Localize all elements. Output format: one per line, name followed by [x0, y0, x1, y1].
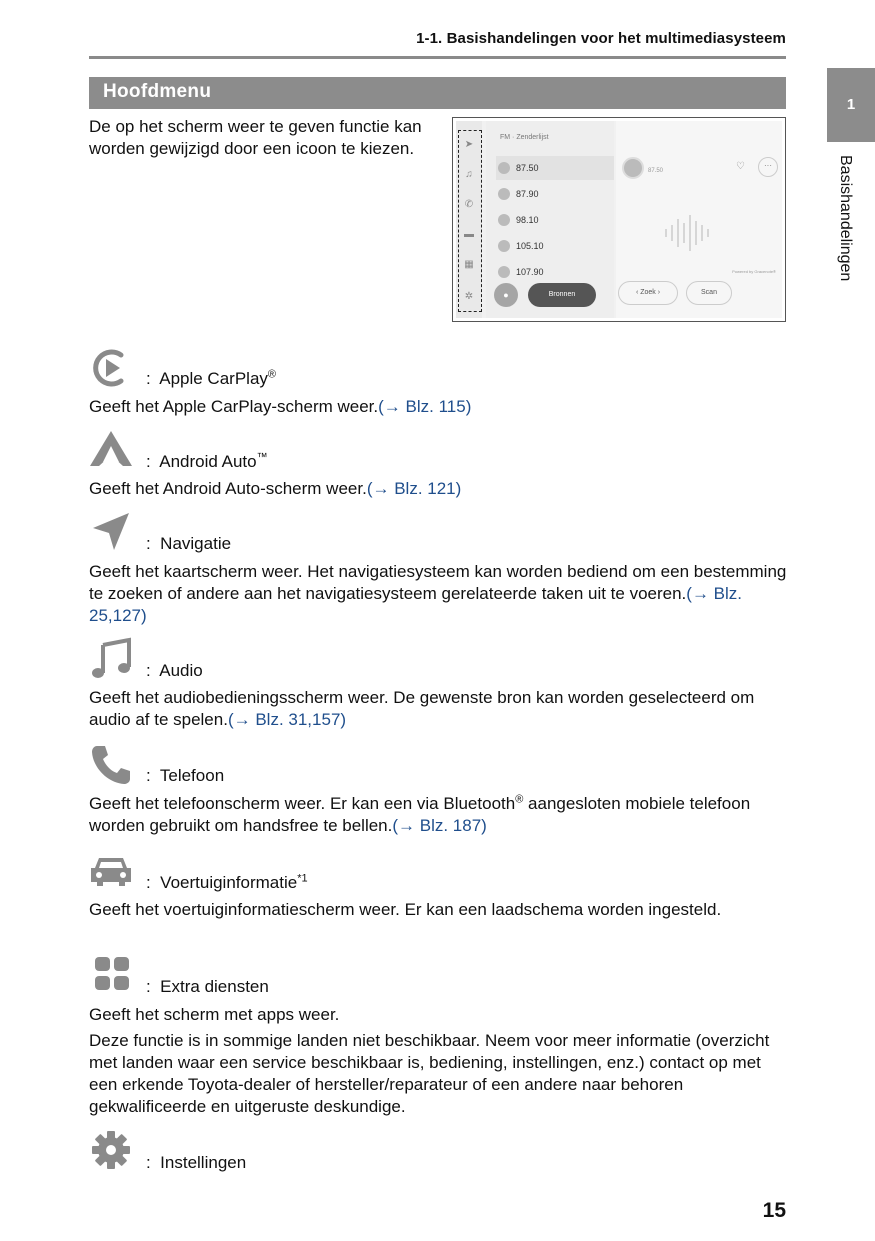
- bronnen-button: Bronnen: [528, 283, 596, 307]
- item-desc-extra-diensten: Geeft het scherm met apps weer.: [89, 1005, 340, 1024]
- list-item: 87.90: [496, 182, 614, 206]
- music-note-icon: ♫: [465, 169, 473, 180]
- item-title-extra-diensten: : Extra diensten: [146, 977, 269, 996]
- gear-icon: ✲: [464, 291, 474, 302]
- item-desc-carplay: Geeft het Apple CarPlay-scherm weer.(→ Blz. 115): [89, 397, 472, 416]
- item-title-android-auto: : Android Auto™: [146, 451, 268, 471]
- list-item: 98.10: [496, 208, 614, 232]
- station-logo-icon: [498, 240, 510, 252]
- apple-carplay-icon: [89, 346, 133, 390]
- list-item: 105.10: [496, 234, 614, 258]
- page-link[interactable]: (→ Blz. 187): [392, 816, 487, 835]
- screen-illustration: [452, 117, 786, 322]
- zoek-button: ‹ Zoek ›: [618, 281, 678, 305]
- breadcrumb: FM · Zenderlijst: [500, 134, 549, 141]
- music-note-icon: [89, 637, 133, 681]
- station-logo-icon: [498, 188, 510, 200]
- list-item: 107.90: [496, 260, 614, 284]
- chapter-label: Basishandelingen: [837, 155, 854, 282]
- navigation-icon: ➤: [464, 139, 474, 150]
- waveform-icon: [662, 213, 722, 253]
- now-playing-frequency: 87.50: [648, 168, 664, 174]
- highlight-frame: [458, 130, 482, 312]
- item-title-voertuiginformatie: : Voertuiginformatie$^{*1}$: [146, 872, 308, 892]
- gear-icon: [89, 1128, 133, 1172]
- station-logo-icon: [498, 214, 510, 226]
- page-link[interactable]: (→ Blz. 115): [378, 397, 472, 416]
- now-playing-panel: [616, 121, 782, 318]
- item-desc-audio: Geeft het audiobedieningsscherm weer. De gewenste bron kan worden geselecteerd om audio af te spelen.(→ Blz. 31,157): [89, 688, 755, 729]
- station-logo-icon: [498, 266, 510, 278]
- page-number: 15: [762, 1199, 786, 1222]
- item-title-instellingen: : Instellingen: [146, 1153, 247, 1172]
- page-link[interactable]: (→ Blz. 31,157): [227, 710, 347, 729]
- phone-icon: ✆: [464, 199, 474, 210]
- microphone-icon: ●: [494, 283, 518, 307]
- station-logo-icon: [498, 162, 510, 174]
- list-item: 87.50: [496, 156, 614, 180]
- item-note-extra-diensten: Deze functie is in sommige landen niet beschikbaar. Neem voor meer informatie (overzicht met landen waar een service beschikbaar is, bediening, instellingen, enz.) contact op met een erkende Toyota-dealer of hersteller/reparateur of een andere naar behoren gekwalificeerde en uitgeruste deskundige.: [89, 1031, 770, 1116]
- item-desc-voertuiginformatie: Geeft het voertuiginformatiescherm weer. Er kan een laadschema worden ingesteld.: [89, 900, 722, 919]
- item-title-navigatie: : Navigatie: [146, 534, 232, 553]
- page-link[interactable]: (→ Blz. 121): [366, 479, 462, 498]
- item-title-telefoon: : Telefoon: [146, 766, 225, 785]
- apps-grid-icon: [89, 953, 133, 997]
- scan-button: Scan: [686, 281, 732, 305]
- phone-icon: [89, 742, 133, 786]
- powered-by: Powered by Gracenote®: [732, 269, 776, 274]
- page-link[interactable]: (→ Blz. 25,127): [89, 584, 743, 625]
- running-header: 1-1. Basishandelingen voor het multimediasysteem: [416, 30, 786, 47]
- apps-grid-icon: ▦: [464, 259, 474, 270]
- car-icon: ▬: [464, 229, 474, 240]
- chapter-tab: 1: [827, 68, 875, 142]
- header-rule: [89, 56, 786, 59]
- car-icon: [89, 848, 133, 892]
- item-title-carplay: : Apple CarPlay®: [146, 368, 277, 388]
- item-desc-telefoon: Geeft het telefoonscherm weer. Er kan een via Bluetooth® aangesloten mobiele telefoon worden gebruikt om handsfree te bellen.(→ Blz. 187): [89, 793, 751, 835]
- intro-text: De op het scherm weer te geven functie kan worden gewijzigd door een icoon te kiezen.: [89, 117, 422, 158]
- item-title-audio: : Audio: [146, 661, 203, 680]
- more-icon: ···: [758, 157, 778, 177]
- station-logo-icon: [622, 157, 644, 179]
- item-desc-android-auto: Geeft het Android Auto-scherm weer.(→ Blz. 121): [89, 479, 462, 498]
- item-desc-navigatie: Geeft het kaartscherm weer. Het navigatiesysteem kan worden bediend om een bestemming te zoeken of andere aan het navigatiesysteem gerelateerde taken uit te voeren.(→ Blz. 25,127): [89, 562, 787, 625]
- station-list: [486, 121, 614, 318]
- section-bar: [89, 77, 786, 109]
- android-auto-icon: [89, 428, 133, 472]
- section-title: Hoofdmenu: [103, 81, 212, 102]
- heart-icon: ♡: [736, 161, 745, 172]
- navigation-icon: [89, 510, 133, 554]
